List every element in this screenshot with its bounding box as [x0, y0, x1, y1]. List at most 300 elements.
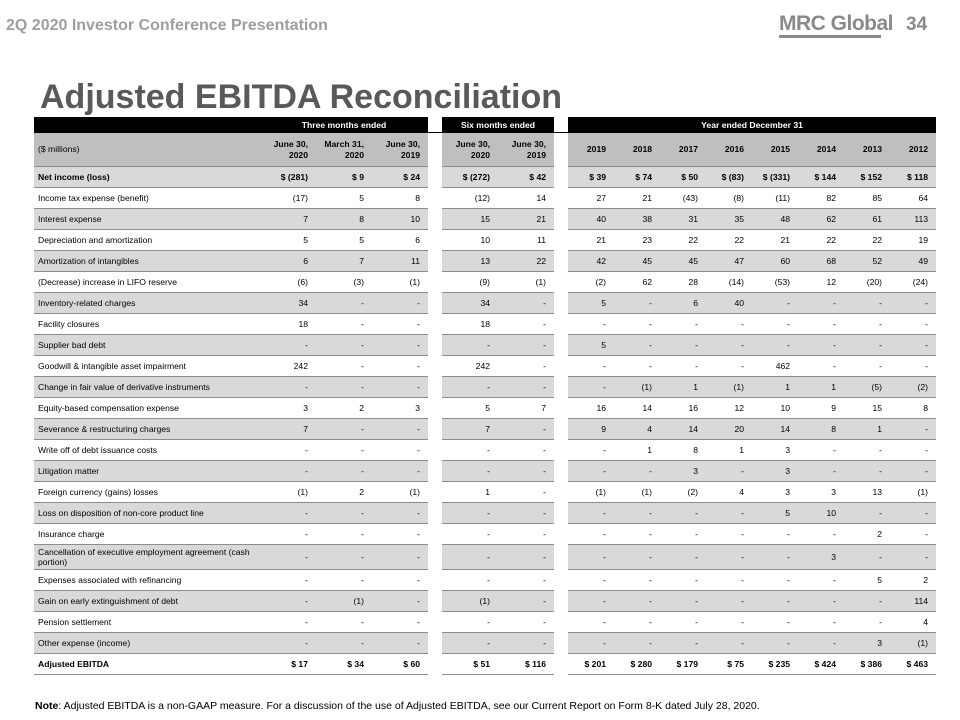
- cell-value: -: [614, 591, 660, 612]
- cell-value: (1): [498, 272, 554, 293]
- cell-value: 1: [752, 377, 798, 398]
- cell-value: 23: [614, 230, 660, 251]
- cell-value: -: [260, 524, 316, 545]
- cell-value: -: [890, 503, 936, 524]
- cell-value: 5: [568, 293, 614, 314]
- row-label: Interest expense: [34, 209, 260, 230]
- cell-value: 21: [614, 188, 660, 209]
- cell-value: 34: [442, 293, 498, 314]
- cell-value: -: [442, 612, 498, 633]
- column-header: 2016: [706, 133, 752, 167]
- cell-value: -: [706, 314, 752, 335]
- cell-value: (8): [706, 188, 752, 209]
- cell-value: -: [890, 545, 936, 570]
- cell-value: -: [442, 570, 498, 591]
- cell-value: $ 51: [442, 654, 498, 675]
- column-header: June 30, 2019: [372, 133, 428, 167]
- cell-value: 5: [260, 230, 316, 251]
- row-label: Write off of debt issuance costs: [34, 440, 260, 461]
- cell-value: -: [568, 570, 614, 591]
- cell-value: -: [498, 440, 554, 461]
- cell-value: -: [752, 612, 798, 633]
- cell-value: 5: [752, 503, 798, 524]
- cell-value: 2: [316, 398, 372, 419]
- cell-value: 47: [706, 251, 752, 272]
- cell-value: -: [614, 633, 660, 654]
- cell-value: -: [706, 612, 752, 633]
- cell-value: 22: [844, 230, 890, 251]
- cell-value: (1): [614, 482, 660, 503]
- cell-value: -: [752, 524, 798, 545]
- row-label: Income tax expense (benefit): [34, 188, 260, 209]
- cell-value: 6: [260, 251, 316, 272]
- presentation-title: 2Q 2020 Investor Conference Presentation: [6, 17, 328, 34]
- cell-value: -: [752, 545, 798, 570]
- cell-value: 31: [660, 209, 706, 230]
- cell-value: $ 201: [568, 654, 614, 675]
- table-row: [34, 335, 936, 356]
- cell-value: 3: [660, 461, 706, 482]
- cell-value: -: [498, 591, 554, 612]
- cell-value: (2): [660, 482, 706, 503]
- cell-value: -: [798, 524, 844, 545]
- cell-value: 5: [316, 230, 372, 251]
- cell-value: -: [706, 570, 752, 591]
- cell-value: 16: [660, 398, 706, 419]
- cell-value: 20: [706, 419, 752, 440]
- cell-value: (17): [260, 188, 316, 209]
- cell-value: -: [568, 377, 614, 398]
- column-header: 2013: [844, 133, 890, 167]
- cell-value: -: [498, 503, 554, 524]
- cell-value: -: [844, 612, 890, 633]
- cell-value: 16: [568, 398, 614, 419]
- row-label: Depreciation and amortization: [34, 230, 260, 251]
- table-row: [34, 503, 936, 524]
- column-header: June 30, 2020: [260, 133, 316, 167]
- cell-value: (43): [660, 188, 706, 209]
- cell-value: -: [660, 633, 706, 654]
- cell-value: (1): [260, 482, 316, 503]
- cell-value: -: [498, 524, 554, 545]
- cell-value: -: [752, 633, 798, 654]
- cell-value: -: [706, 591, 752, 612]
- cell-value: 7: [260, 209, 316, 230]
- cell-value: -: [660, 356, 706, 377]
- table-row: [34, 398, 936, 419]
- column-header: 2012: [890, 133, 936, 167]
- cell-value: -: [260, 335, 316, 356]
- cell-value: 242: [260, 356, 316, 377]
- cell-value: -: [844, 440, 890, 461]
- cell-value: 3: [798, 482, 844, 503]
- cell-value: 1: [706, 440, 752, 461]
- cell-value: 8: [890, 398, 936, 419]
- cell-value: (24): [890, 272, 936, 293]
- cell-value: 22: [498, 251, 554, 272]
- cell-value: -: [260, 461, 316, 482]
- cell-value: 3: [798, 545, 844, 570]
- cell-value: 10: [372, 209, 428, 230]
- group-three-months: Three months ended: [260, 117, 428, 133]
- cell-value: -: [372, 335, 428, 356]
- table-row: [34, 419, 936, 440]
- cell-value: -: [316, 293, 372, 314]
- cell-value: 15: [442, 209, 498, 230]
- cell-value: -: [798, 440, 844, 461]
- cell-value: -: [614, 356, 660, 377]
- cell-value: $ 144: [798, 167, 844, 188]
- cell-value: (14): [706, 272, 752, 293]
- cell-value: -: [614, 545, 660, 570]
- row-label: (Decrease) increase in LIFO reserve: [34, 272, 260, 293]
- cell-value: -: [498, 356, 554, 377]
- footnote: [35, 700, 760, 712]
- cell-value: 7: [442, 419, 498, 440]
- table-row: [34, 482, 936, 503]
- cell-value: -: [614, 335, 660, 356]
- cell-value: -: [890, 461, 936, 482]
- cell-value: -: [260, 570, 316, 591]
- cell-value: -: [568, 524, 614, 545]
- table-row: [34, 570, 936, 591]
- cell-value: -: [752, 570, 798, 591]
- table-row: [34, 251, 936, 272]
- cell-value: -: [260, 545, 316, 570]
- cell-value: 49: [890, 251, 936, 272]
- cell-value: $ 50: [660, 167, 706, 188]
- cell-value: -: [316, 335, 372, 356]
- cell-value: 22: [798, 230, 844, 251]
- cell-value: 60: [752, 251, 798, 272]
- cell-value: -: [798, 356, 844, 377]
- cell-value: -: [660, 314, 706, 335]
- cell-value: 1: [844, 419, 890, 440]
- cell-value: (9): [442, 272, 498, 293]
- cell-value: -: [844, 591, 890, 612]
- cell-value: -: [498, 461, 554, 482]
- cell-value: -: [568, 356, 614, 377]
- cell-value: $ 75: [706, 654, 752, 675]
- cell-value: -: [442, 461, 498, 482]
- cell-value: 1: [798, 377, 844, 398]
- cell-value: 13: [844, 482, 890, 503]
- cell-value: -: [372, 377, 428, 398]
- group-spacer: [34, 117, 260, 133]
- cell-value: 9: [568, 419, 614, 440]
- cell-value: 22: [660, 230, 706, 251]
- cell-value: -: [798, 570, 844, 591]
- cell-value: -: [614, 570, 660, 591]
- cell-value: 62: [614, 272, 660, 293]
- cell-value: -: [316, 612, 372, 633]
- cell-value: $ 34: [316, 654, 372, 675]
- cell-value: -: [706, 545, 752, 570]
- cell-value: 48: [752, 209, 798, 230]
- table-row: [34, 591, 936, 612]
- table-row: [34, 167, 936, 188]
- cell-value: -: [614, 612, 660, 633]
- cell-value: -: [844, 461, 890, 482]
- cell-value: 5: [844, 570, 890, 591]
- cell-value: -: [706, 524, 752, 545]
- table-row: [34, 314, 936, 335]
- cell-value: 21: [498, 209, 554, 230]
- cell-value: -: [498, 293, 554, 314]
- cell-value: 15: [844, 398, 890, 419]
- cell-value: 6: [372, 230, 428, 251]
- cell-value: 21: [752, 230, 798, 251]
- row-label: Loss on disposition of non-core product line: [34, 503, 260, 524]
- cell-value: -: [568, 591, 614, 612]
- cell-value: -: [706, 461, 752, 482]
- cell-value: 12: [798, 272, 844, 293]
- table-row: [34, 272, 936, 293]
- cell-value: 14: [660, 419, 706, 440]
- cell-value: $ 116: [498, 654, 554, 675]
- cell-value: 5: [442, 398, 498, 419]
- cell-value: 7: [260, 419, 316, 440]
- cell-value: -: [316, 377, 372, 398]
- cell-value: (6): [260, 272, 316, 293]
- table-row: [34, 293, 936, 314]
- column-header: 2014: [798, 133, 844, 167]
- cell-value: 27: [568, 188, 614, 209]
- cell-value: 1: [614, 440, 660, 461]
- cell-value: -: [844, 545, 890, 570]
- cell-value: -: [316, 440, 372, 461]
- cell-value: -: [498, 482, 554, 503]
- cell-value: $ 17: [260, 654, 316, 675]
- cell-value: 11: [498, 230, 554, 251]
- cell-value: -: [372, 419, 428, 440]
- cell-value: -: [372, 293, 428, 314]
- cell-value: -: [316, 503, 372, 524]
- cell-value: -: [798, 633, 844, 654]
- cell-value: 3: [752, 440, 798, 461]
- row-label: Foreign currency (gains) losses: [34, 482, 260, 503]
- cell-value: 45: [660, 251, 706, 272]
- cell-value: (1): [614, 377, 660, 398]
- cell-value: 68: [798, 251, 844, 272]
- cell-value: -: [260, 633, 316, 654]
- row-label: Severance & restructuring charges: [34, 419, 260, 440]
- cell-value: (53): [752, 272, 798, 293]
- row-label: Expenses associated with refinancing: [34, 570, 260, 591]
- cell-value: -: [660, 335, 706, 356]
- cell-value: 242: [442, 356, 498, 377]
- row-label: Change in fair value of derivative instruments: [34, 377, 260, 398]
- cell-value: $ 463: [890, 654, 936, 675]
- cell-value: $ 9: [316, 167, 372, 188]
- column-header: 2017: [660, 133, 706, 167]
- cell-value: $ 386: [844, 654, 890, 675]
- cell-value: $ 235: [752, 654, 798, 675]
- table-row: [34, 633, 936, 654]
- cell-value: -: [752, 335, 798, 356]
- group-year-ended: Year ended December 31: [568, 117, 936, 133]
- cell-value: -: [706, 335, 752, 356]
- cell-value: -: [442, 503, 498, 524]
- table-row: [34, 524, 936, 545]
- table-row: [34, 440, 936, 461]
- cell-value: -: [568, 440, 614, 461]
- cell-value: -: [260, 612, 316, 633]
- cell-value: 2: [890, 570, 936, 591]
- cell-value: 2: [316, 482, 372, 503]
- cell-value: 85: [844, 188, 890, 209]
- cell-value: 42: [568, 251, 614, 272]
- group-six-months: Six months ended: [442, 117, 554, 133]
- cell-value: -: [442, 524, 498, 545]
- cell-value: -: [890, 293, 936, 314]
- row-label: Amortization of intangibles: [34, 251, 260, 272]
- cell-value: -: [614, 293, 660, 314]
- cell-value: 18: [442, 314, 498, 335]
- column-header: 2019: [568, 133, 614, 167]
- cell-value: 10: [752, 398, 798, 419]
- cell-value: 34: [260, 293, 316, 314]
- cell-value: 21: [568, 230, 614, 251]
- cell-value: 1: [660, 377, 706, 398]
- note-label: Note: [35, 700, 59, 712]
- cell-value: -: [260, 440, 316, 461]
- cell-value: -: [568, 545, 614, 570]
- cell-value: 12: [706, 398, 752, 419]
- cell-value: $ 179: [660, 654, 706, 675]
- cell-value: 64: [890, 188, 936, 209]
- cell-value: 3: [844, 633, 890, 654]
- cell-value: $ (331): [752, 167, 798, 188]
- cell-value: -: [798, 293, 844, 314]
- column-header: June 30, 2019: [498, 133, 554, 167]
- cell-value: $ (272): [442, 167, 498, 188]
- cell-value: -: [568, 503, 614, 524]
- cell-value: 22: [706, 230, 752, 251]
- cell-value: $ 60: [372, 654, 428, 675]
- row-label: Other expense (income): [34, 633, 260, 654]
- cell-value: -: [706, 633, 752, 654]
- cell-value: -: [372, 524, 428, 545]
- cell-value: -: [372, 503, 428, 524]
- column-header-row: [34, 133, 936, 167]
- cell-value: 14: [614, 398, 660, 419]
- slide-title: Adjusted EBITDA Reconciliation: [40, 78, 563, 116]
- cell-value: 10: [798, 503, 844, 524]
- cell-value: 3: [752, 461, 798, 482]
- cell-value: (1): [890, 633, 936, 654]
- cell-value: 5: [568, 335, 614, 356]
- cell-value: $ 24: [372, 167, 428, 188]
- cell-value: 3: [260, 398, 316, 419]
- cell-value: (1): [568, 482, 614, 503]
- row-label: Pension settlement: [34, 612, 260, 633]
- column-header: 2018: [614, 133, 660, 167]
- cell-value: 45: [614, 251, 660, 272]
- cell-value: -: [372, 440, 428, 461]
- cell-value: -: [372, 545, 428, 570]
- row-label: Adjusted EBITDA: [34, 654, 260, 675]
- cell-value: -: [442, 545, 498, 570]
- cell-value: -: [752, 314, 798, 335]
- cell-value: $ 424: [798, 654, 844, 675]
- cell-value: 8: [660, 440, 706, 461]
- cell-value: -: [614, 461, 660, 482]
- cell-value: 3: [372, 398, 428, 419]
- table-row: [34, 188, 936, 209]
- cell-value: -: [660, 612, 706, 633]
- cell-value: -: [568, 461, 614, 482]
- cell-value: 11: [372, 251, 428, 272]
- cell-value: -: [660, 503, 706, 524]
- row-label: Equity-based compensation expense: [34, 398, 260, 419]
- cell-value: 28: [660, 272, 706, 293]
- cell-value: -: [844, 293, 890, 314]
- cell-value: 3: [752, 482, 798, 503]
- cell-value: 4: [706, 482, 752, 503]
- cell-value: -: [706, 503, 752, 524]
- cell-value: 62: [798, 209, 844, 230]
- cell-value: -: [316, 314, 372, 335]
- note-text: : Adjusted EBITDA is a non-GAAP measure. For a discussion of the use of Adjusted EBITDA, see our Current Report on Form 8-K dated July 28, 2020.: [58, 700, 760, 712]
- cell-value: -: [890, 440, 936, 461]
- cell-value: -: [706, 356, 752, 377]
- row-label: Insurance charge: [34, 524, 260, 545]
- column-header: 2015: [752, 133, 798, 167]
- cell-value: -: [798, 612, 844, 633]
- cell-value: 35: [706, 209, 752, 230]
- cell-value: -: [844, 356, 890, 377]
- cell-value: -: [316, 461, 372, 482]
- cell-value: -: [260, 591, 316, 612]
- cell-value: 19: [890, 230, 936, 251]
- row-label: Litigation matter: [34, 461, 260, 482]
- cell-value: -: [498, 335, 554, 356]
- cell-value: -: [798, 591, 844, 612]
- cell-value: 13: [442, 251, 498, 272]
- cell-value: 462: [752, 356, 798, 377]
- cell-value: 82: [798, 188, 844, 209]
- cell-value: -: [498, 570, 554, 591]
- cell-value: (2): [568, 272, 614, 293]
- cell-value: 1: [442, 482, 498, 503]
- cell-value: -: [614, 314, 660, 335]
- cell-value: -: [372, 461, 428, 482]
- table-row: [34, 209, 936, 230]
- cell-value: -: [890, 419, 936, 440]
- table-row: [34, 356, 936, 377]
- cell-value: -: [442, 633, 498, 654]
- cell-value: -: [844, 335, 890, 356]
- cell-value: -: [798, 314, 844, 335]
- table-row: [34, 461, 936, 482]
- cell-value: -: [372, 356, 428, 377]
- cell-value: 5: [316, 188, 372, 209]
- cell-value: (3): [316, 272, 372, 293]
- cell-value: 8: [316, 209, 372, 230]
- cell-value: 52: [844, 251, 890, 272]
- units-label: ($ millions): [34, 133, 260, 167]
- cell-value: (1): [372, 272, 428, 293]
- column-header: June 30, 2020: [442, 133, 498, 167]
- cell-value: -: [316, 524, 372, 545]
- cell-value: 38: [614, 209, 660, 230]
- cell-value: 6: [660, 293, 706, 314]
- row-label: Goodwill & intangible asset impairment: [34, 356, 260, 377]
- cell-value: -: [568, 612, 614, 633]
- cell-value: -: [498, 377, 554, 398]
- cell-value: (11): [752, 188, 798, 209]
